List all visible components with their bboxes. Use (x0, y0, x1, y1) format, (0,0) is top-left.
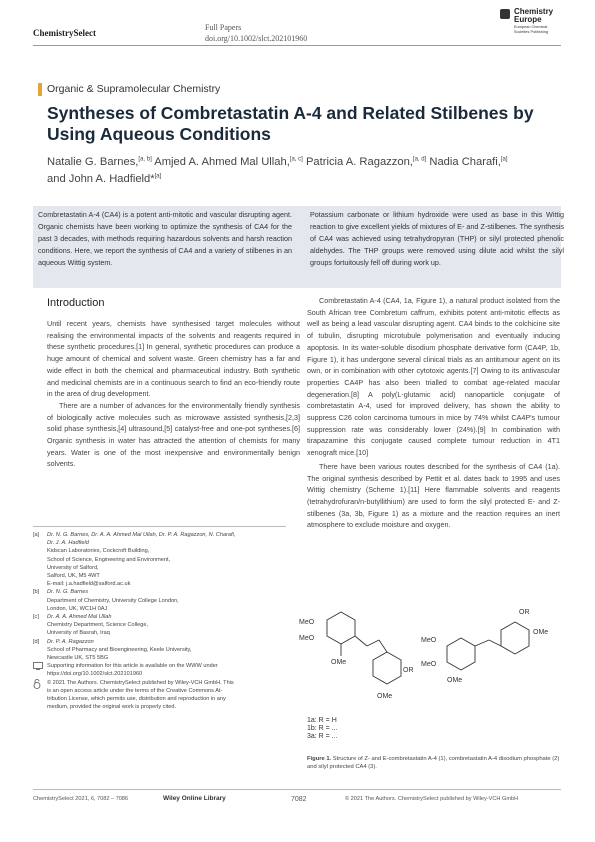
chemistry-europe-icon (500, 9, 510, 19)
author: Nadia Charafi,[a] (429, 155, 508, 168)
left-column (47, 318, 300, 470)
ring (373, 652, 401, 684)
label-meo: MeO (421, 661, 437, 668)
ring (447, 638, 475, 670)
label-or: OR (519, 609, 530, 616)
affiliation-divider (33, 526, 286, 527)
doi-link[interactable]: doi.org/10.1002/slct.202101960 (205, 34, 308, 43)
compound-list: 1b: R = ... (307, 725, 338, 732)
label-ome: OMe (533, 629, 549, 636)
page-number: 7082 (291, 796, 307, 803)
paragraph: There have been various routes described for the synthesis of CA4 (1a). The original synthesis described by Pettit et al. dates back to 1995 and uses Wittig chemistry (Scheme 1).[11] Here flammable solvents and reagents (tetrahydrofuran/n-butyllithium) are used to form the silyl protected E- and Z-stilbenes (3a, 3b, Figure 1) as a mixture and the reaction requires an inert atmosphere to exclude moisture and oxygen. (307, 461, 560, 530)
header-divider (33, 45, 561, 46)
wiley-online-library-link[interactable]: Wiley Online Library (163, 795, 226, 802)
label-ome: OMe (331, 659, 347, 666)
author: Natalie G. Barnes,[a, b] (47, 155, 152, 168)
label-meo: MeO (299, 635, 315, 642)
ring (327, 612, 355, 644)
footer-divider (33, 789, 561, 790)
label-ome: OMe (377, 693, 393, 700)
supporting-info-link[interactable]: https://doi.org/10.1002/slct.202101960 (47, 671, 143, 678)
article-type (205, 22, 307, 44)
journal-name: ChemistrySelect (33, 28, 96, 38)
abstract-right: Potassium carbonate or lithium hydroxide were used as base in this Wittig reaction to give excellent yields of mixtures of E- and Z-stilbenes. The synthesis of CA4 was achieved using tetrahydropyran (THP) or silyl protected phenolic aldehydes. The THP groups were removed using dilute acid whilst the silyl groups fortuitously fell off during work up. (310, 210, 564, 267)
section-type: Full Papers (205, 23, 242, 32)
label-or: OR (403, 667, 414, 674)
affiliation-d: [d] Dr. P. A. Ragazzon School of Pharmacy and Bioengineering, Keele University, Newcastle UK, ST5 5BG (33, 638, 192, 662)
label-meo: MeO (299, 619, 315, 626)
author: and John A. Hadfield*[a] (47, 172, 162, 185)
section-label: Organic & Supramolecular Chemistry (47, 83, 221, 95)
footer-copyright: © 2021 The Authors. ChemistrySelect published by Wiley-VCH GmbH (345, 796, 519, 802)
compound-list: 3a: R = ... (307, 733, 338, 740)
article-title: Syntheses of Combretastatin A-4 and Related Stilbenes by Using Aqueous Conditions (47, 103, 534, 144)
affiliation-b: [b] Dr. N. G. Barnes Department of Chemistry, University College London, London, UK, WC1H 0AJ (33, 589, 179, 612)
journal-reference: ChemistrySelect 2021, 6, 7082 – 7086 (33, 796, 129, 802)
email-link[interactable]: E-mail: j.a.hadfield@salford.ac.uk (47, 581, 131, 588)
open-access-icon (33, 679, 47, 712)
supporting-info: Supporting information for this article is available on the WWW under https://doi.org/10.1002/slct.202101960 (33, 662, 288, 678)
author: Patricia A. Ragazzon,[a, d] (305, 155, 427, 168)
supporting-info-icon (33, 662, 47, 678)
paragraph: Combretastatin A-4 (CA4, 1a, Figure 1), a natural product isolated from the South African tree Combretum caffrum, exhibits potent anti-mitotic effects as well as being a lead vascular disrupting agent. CA4 binds to the colchicine site of tubulin, disrupting microtubule polymerisation and eventually inducing apoptosis. In its water-soluble disodium phosphate derivative form (CA4P, 1b, Figure 1), it has undergone several clinical trials as an antitumour agent on its own, or in combination with other cytotoxic agents.[7] Owing to its antivascular properties CA4P has also been trialled to combat age-related macular degeneration.[8] A poly(L-glutamic acid) nanoparticle conjugate of combretastatin A-4, used for improved delivery, has shown the ability to suppress C26 colon carcinoma tumours in mice by 74% whilst CA4P's tumour suppression rate was considerably lower (24%).[9] In combination with tirapazamine this conjugate caused complete tumour reduction in 4T1 xenograft mice.[10] (307, 296, 560, 458)
right-column (307, 295, 560, 531)
abstract-left: Combretastatin A-4 (CA4) is a potent anti-mitotic and vascular disrupting agent. Organic chemists have been working to optimize the synthesis of CA4 for the past 3 decades, with methods requiring hazardous solvents and harsh reaction conditions. Here, we report the synthesis of CA4 and a variety of stilbenes in an aqueous Wittig system. (38, 210, 292, 267)
section-accent-bar (38, 83, 42, 96)
intro-heading: Introduction (47, 297, 105, 309)
license-note: © 2021 The Authors. ChemistrySelect published by Wiley-VCH GmbH. This is an open access article under the terms of the Creative Commons At- tribution License, which permits use, distribution and reproduction in any medium, provided the original work is properly cited. (33, 679, 288, 712)
abstract-box (33, 206, 564, 288)
chemical-structures (297, 600, 561, 750)
publisher-subtitle: European Chemical Societies Publishing (514, 25, 548, 34)
label-ome: OMe (447, 677, 463, 684)
affiliations (33, 531, 288, 711)
ring (501, 622, 529, 654)
figure-caption: Figure 1. Structure of Z- and E-combretastatin A-4 (1), combretastatin A-4 disodium phosphate (2) and silyl protected CA4 (3). (307, 756, 560, 770)
label-meo: MeO (421, 637, 437, 644)
affiliation-a: [a] Dr. N. G. Barnes, Dr. A. A. Ahmed Mal Ullah, Dr. P. A. Ragazzon, N. Charafi, Dr. J. A. Hadfield Kidscan Laboratories, Cockcroft Building, School of Science, Engineering and Environment, University of Salford, Salford, UK, M5 4WT E-mail: j.a.hadfield@salford.ac.uk (33, 531, 288, 588)
affiliation-c: [c] Dr. A. A. Ahmed Mal Ullah Chemistry Department, Science College, University of Basrah, Iraq (33, 614, 149, 637)
author: Amjed A. Ahmed Mal Ullah,[a, c] (154, 155, 303, 168)
compound-list: 1a: R = H (307, 717, 337, 724)
paragraph: Until recent years, chemists have synthesised target molecules without realising the environmental impacts of the solvents and reagents required in these synthetic procedures.[1] In general, synthetic procedures can produce a huge amount of chemical and solvent waste. Green chemistry has a far and wide effect in both the chemical and pharmaceutical industry. Both synthetic and medicinal chemists are in a continuous search to find an eco-friendly route in the area of drug development. (47, 319, 300, 399)
author-list (47, 152, 557, 186)
publisher-name: Chemistry Europe (514, 7, 554, 24)
figure-1 (297, 600, 561, 750)
paragraph: There are a number of advances for the environmentally friendly synthesis of biologically active molecules such as microwave assisted synthesis,[2,3] solid phase synthesis,[4] ultrasound,[5] catalyst-free and one-pot syntheses.[6] Organic synthesis in water has attracted the attention of chemists for many years. Water is one of the most inexpensive and environmentally benign solvents. (47, 400, 300, 469)
